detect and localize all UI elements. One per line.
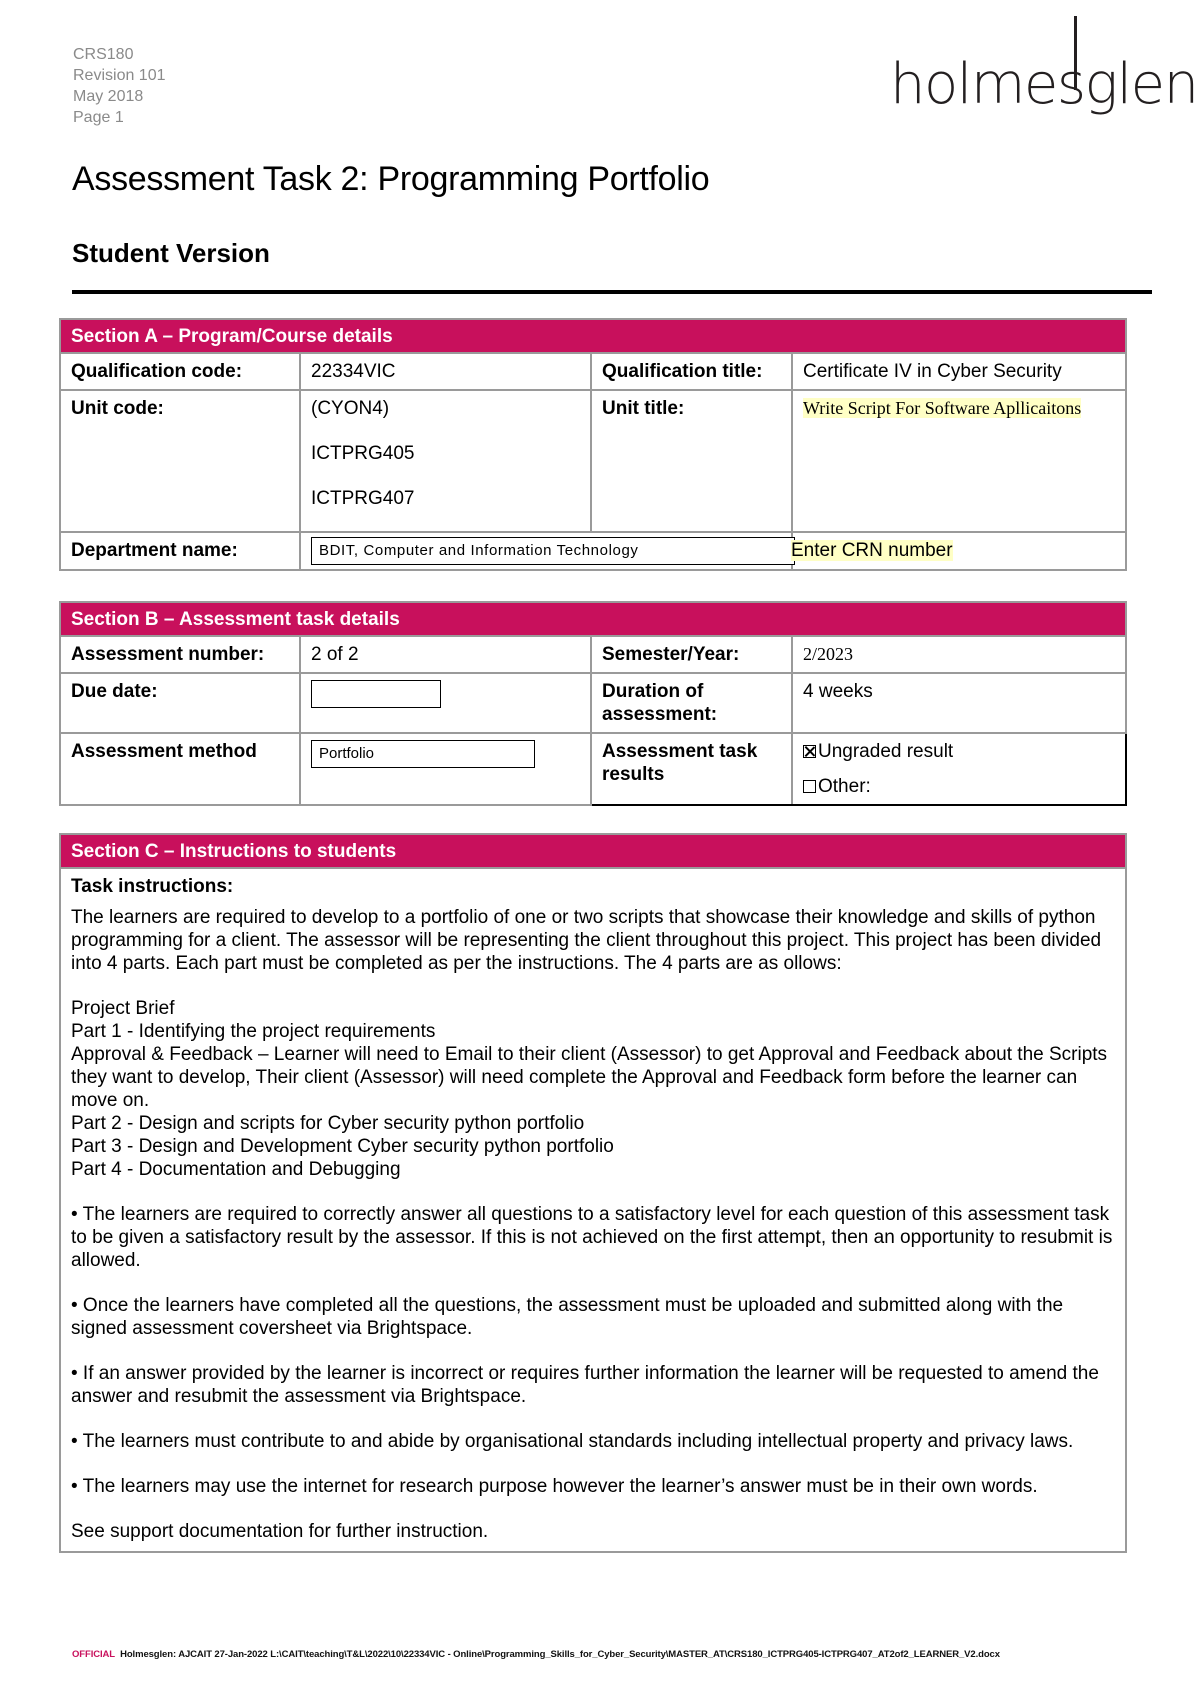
crn-cell bbox=[792, 532, 1126, 570]
part-item: Project Brief bbox=[71, 998, 175, 1019]
section-c-table bbox=[59, 833, 1127, 1553]
assessment-number-value: 2 of 2 bbox=[300, 636, 591, 673]
doc-date: May 2018 bbox=[73, 88, 144, 105]
document-meta bbox=[73, 44, 166, 128]
assessment-results-options bbox=[792, 733, 1126, 805]
unit-title-cell bbox=[792, 390, 1126, 532]
task-intro: The learners are required to develop to a portfolio of one or two scripts that showcase their knowledge and skills of python programming for a client. The assessor will be representing the client throughout this project. This project has been divided into 4 parts. Each part must be completed as per the instructions. The 4 parts are as ollows: bbox=[71, 907, 1102, 974]
semester-label: Semester/Year: bbox=[591, 636, 792, 673]
closing-note: See support documentation for further instruction. bbox=[71, 1521, 489, 1542]
document-footer bbox=[72, 1649, 1000, 1660]
part-item: Approval & Feedback – Learner will need to Email to their client (Assessor) to get Approval and Feedback about the Scripts they want to develop, Their client (Assessor) will need complete the Approval and Feedback form before the learner can move on. bbox=[71, 1044, 1108, 1111]
unit-code-values bbox=[300, 390, 591, 532]
assessment-number-label: Assessment number: bbox=[60, 636, 300, 673]
logo-text: holmesglen bbox=[890, 52, 1198, 117]
task-instructions-heading: Task instructions: bbox=[71, 876, 234, 897]
part-item: Part 1 - Identifying the project requirements bbox=[71, 1021, 436, 1042]
header-divider bbox=[72, 290, 1152, 294]
due-date-cell bbox=[300, 673, 591, 733]
section-b-heading: Section B – Assessment task details bbox=[60, 602, 1126, 636]
qualification-title-value: Certificate IV in Cyber Security bbox=[792, 353, 1126, 390]
department-label: Department name: bbox=[60, 532, 300, 570]
unit-code-item: ICTPRG405 bbox=[311, 443, 415, 464]
assessment-method-cell bbox=[300, 733, 591, 805]
assessment-results-label: Assessment task results bbox=[591, 733, 792, 805]
unit-title-label: Unit title: bbox=[591, 390, 792, 532]
duration-value: 4 weeks bbox=[792, 673, 1126, 733]
department-field[interactable]: BDIT, Computer and Information Technology bbox=[311, 537, 795, 565]
part-item: Part 4 - Documentation and Debugging bbox=[71, 1159, 401, 1180]
section-b-table bbox=[59, 601, 1127, 806]
department-cell bbox=[300, 532, 792, 570]
option-ungraded[interactable] bbox=[803, 740, 1115, 763]
option-ungraded-label: Ungraded result bbox=[818, 741, 954, 762]
bullet-item: • The learners may use the internet for research purpose however the learner’s answer must be in their own words. bbox=[71, 1476, 1038, 1497]
part-item: Part 3 - Design and Development Cyber security python portfolio bbox=[71, 1136, 614, 1157]
unit-code-item: ICTPRG407 bbox=[311, 488, 415, 509]
assessment-method-label: Assessment method bbox=[60, 733, 300, 805]
page-title: Assessment Task 2: Programming Portfolio bbox=[72, 160, 710, 198]
duration-label: Duration of assessment: bbox=[591, 673, 792, 733]
page-subtitle: Student Version bbox=[72, 238, 270, 268]
due-date-label: Due date: bbox=[60, 673, 300, 733]
due-date-field[interactable] bbox=[311, 680, 441, 708]
section-c-heading: Section C – Instructions to students bbox=[60, 834, 1126, 868]
doc-revision: Revision 101 bbox=[73, 67, 166, 84]
parts-list bbox=[71, 997, 1115, 1181]
footer-path: Holmesglen: AJCAIT 27-Jan-2022 L:\CAIT\teaching\T&L\2022\10\22334VIC - Online\Programming_Skills_for_Cyber_Security\MASTER_AT\CRS180_ICTPRG405-ICTPRG407_AT2of2_LEARNER_V2.docx bbox=[120, 1649, 1000, 1660]
unchecked-box-icon[interactable] bbox=[803, 780, 816, 793]
qualification-code-label: Qualification code: bbox=[60, 353, 300, 390]
holmesglen-logo bbox=[890, 14, 1198, 126]
semester-field[interactable]: 2/2023 bbox=[803, 644, 854, 664]
bullet-item: • The learners must contribute to and abide by organisational standards including intellectual property and privacy laws. bbox=[71, 1431, 1074, 1452]
doc-code: CRS180 bbox=[73, 46, 134, 63]
crn-field[interactable]: Enter CRN number bbox=[791, 540, 953, 561]
qualification-title-label: Qualification title: bbox=[591, 353, 792, 390]
semester-value bbox=[792, 636, 1126, 673]
official-label: OFFICIAL bbox=[72, 1649, 115, 1660]
section-a-table bbox=[59, 318, 1127, 571]
option-other[interactable] bbox=[803, 775, 1115, 798]
unit-code-item: (CYON4) bbox=[311, 398, 390, 419]
unit-code-label: Unit code: bbox=[60, 390, 300, 532]
unit-title-field[interactable]: Write Script For Software Apllicaitons bbox=[803, 398, 1082, 418]
checked-box-icon[interactable] bbox=[803, 745, 816, 758]
bullet-item: • The learners are required to correctly answer all questions to a satisfactory level for each question of this assessment task to be given a satisfactory result by the assessor. If this is not achieved on the first attempt, then an opportunity to resubmit is allowed. bbox=[71, 1204, 1113, 1271]
section-a-heading: Section A – Program/Course details bbox=[60, 319, 1126, 353]
bullet-item: • If an answer provided by the learner is incorrect or requires further information the learner will be requested to amend the answer and resubmit the assessment via Brightspace. bbox=[71, 1363, 1099, 1407]
task-instructions bbox=[60, 868, 1126, 1552]
doc-page: Page 1 bbox=[73, 109, 124, 126]
bullet-item: • Once the learners have completed all the questions, the assessment must be uploaded and submitted along with the signed assessment coversheet via Brightspace. bbox=[71, 1295, 1064, 1339]
part-item: Part 2 - Design and scripts for Cyber security python portfolio bbox=[71, 1113, 585, 1134]
option-other-label: Other: bbox=[818, 776, 871, 797]
qualification-code-value: 22334VIC bbox=[300, 353, 591, 390]
assessment-method-field[interactable]: Portfolio bbox=[311, 740, 535, 768]
